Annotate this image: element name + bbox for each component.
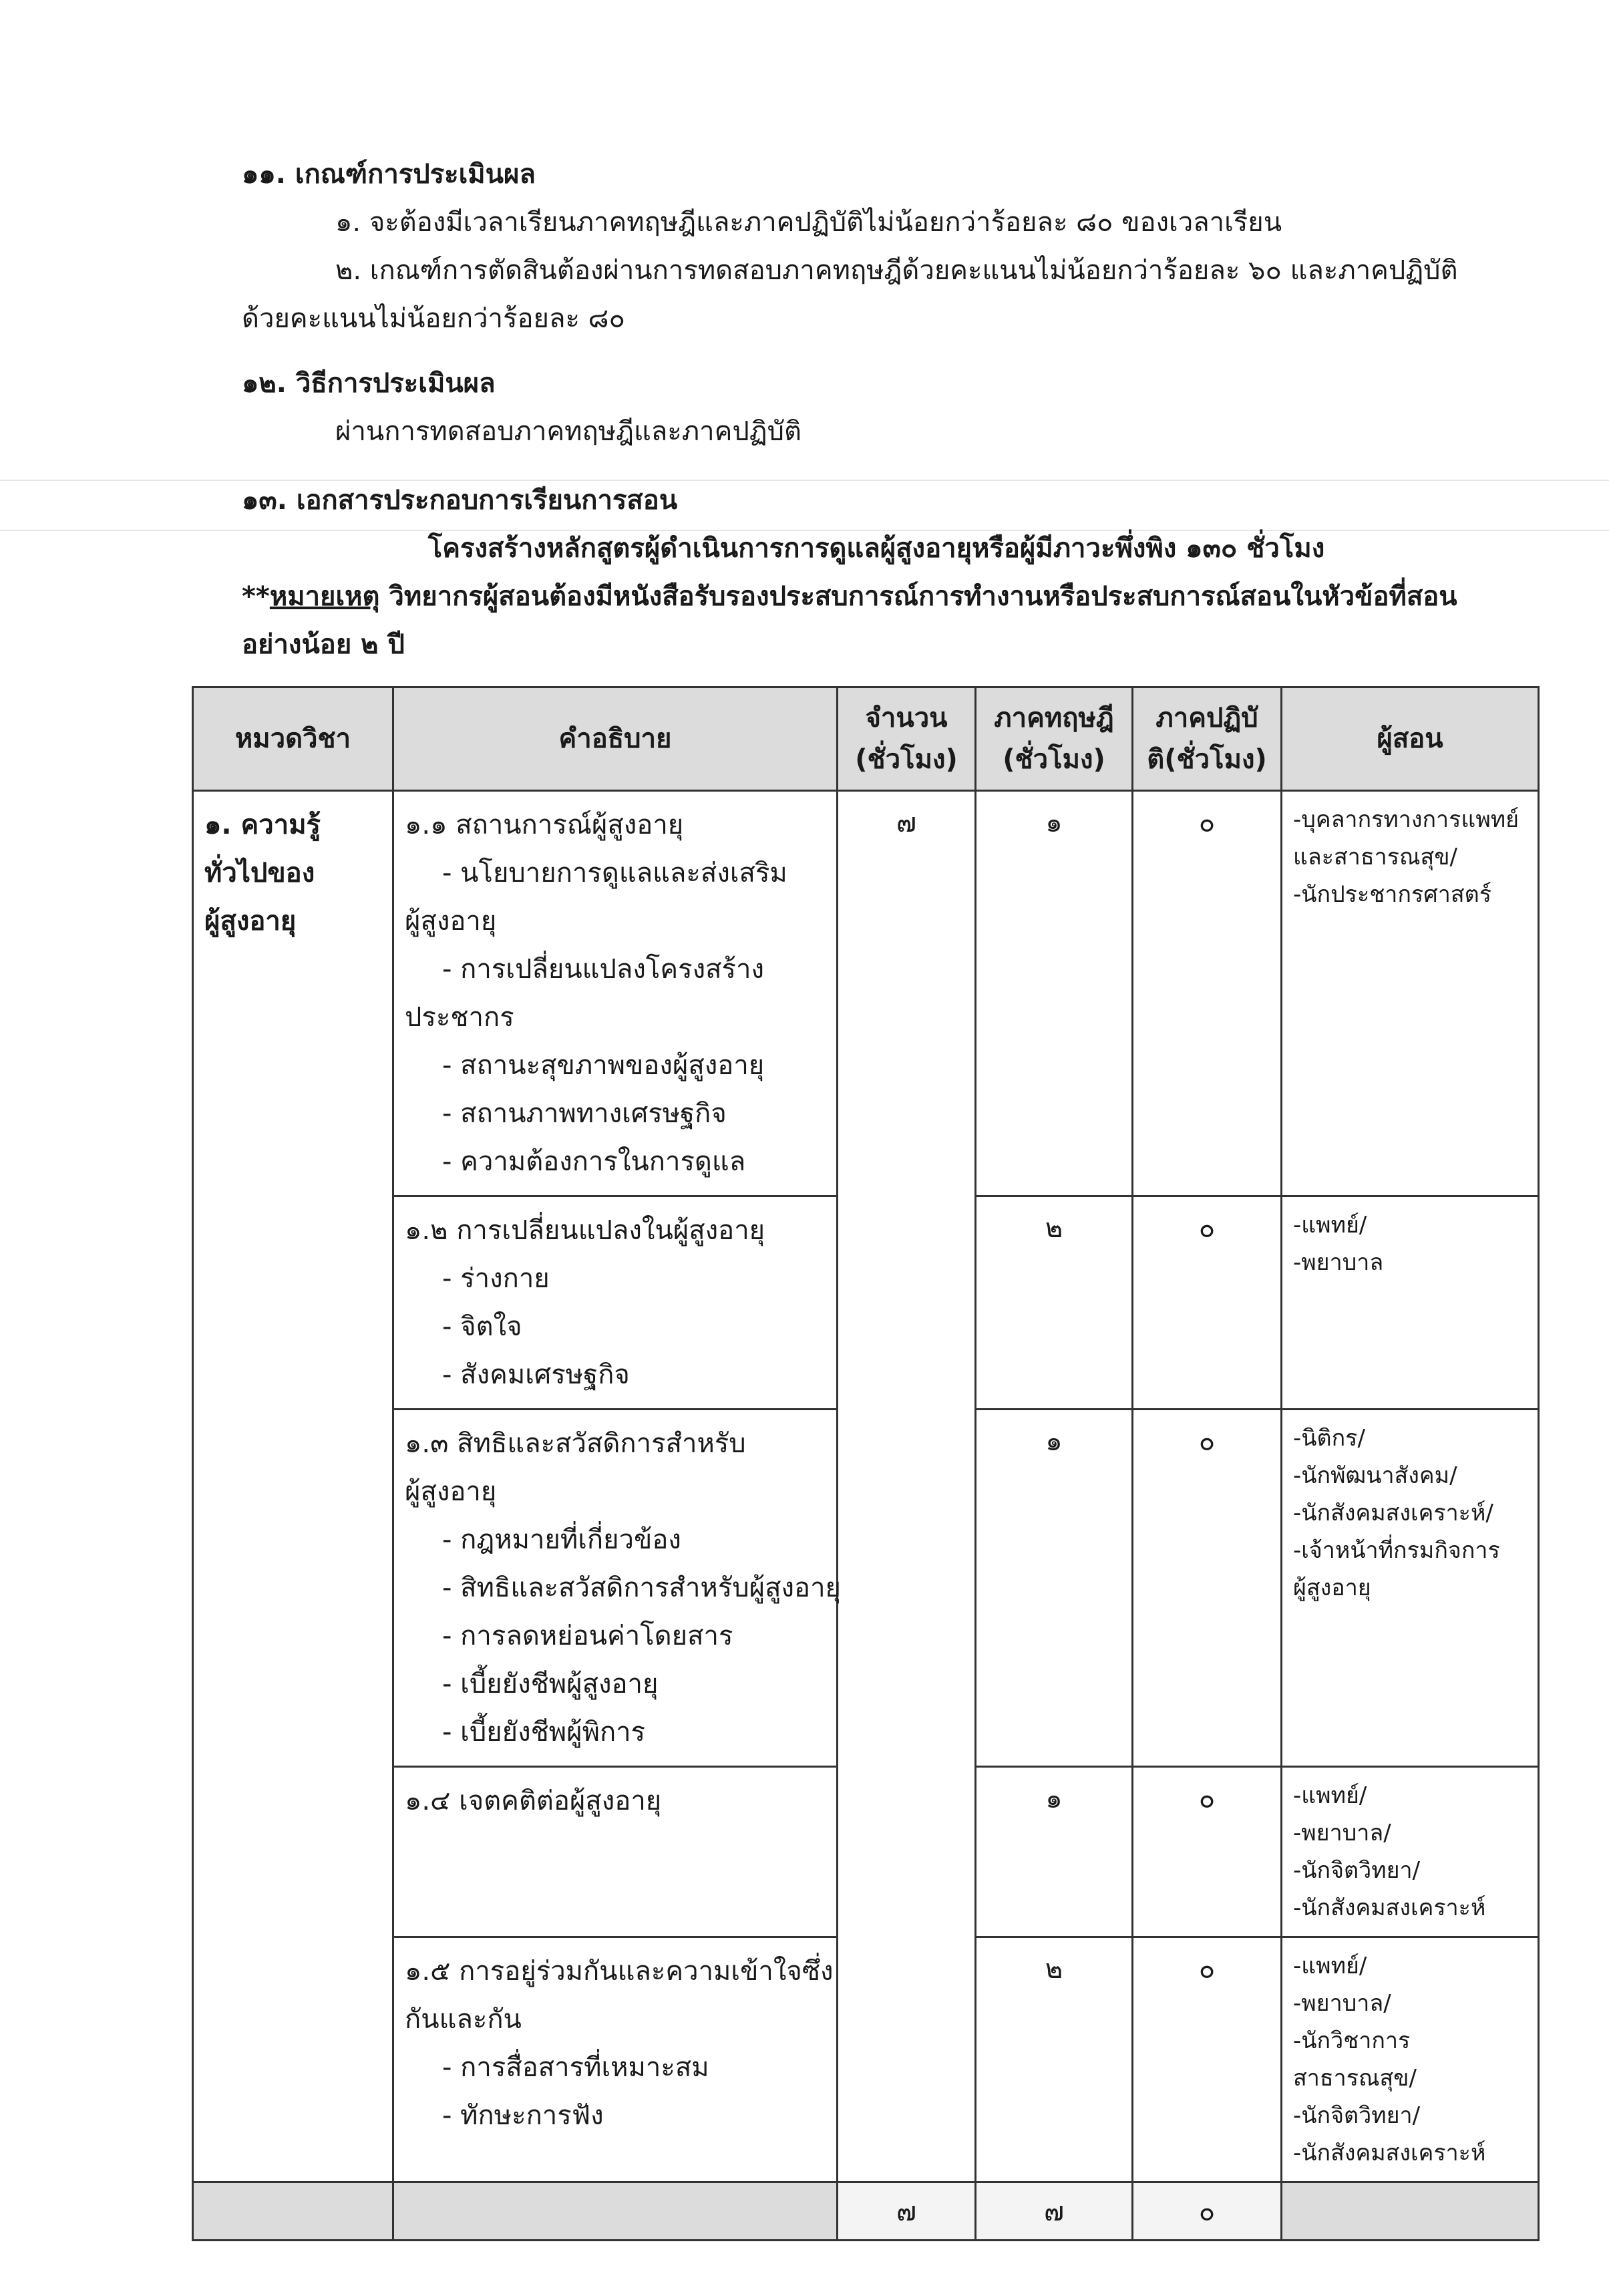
- practice-cell: ๐: [1133, 1937, 1282, 2182]
- description-cell: [393, 1767, 838, 1937]
- practice-cell: ๐: [1133, 791, 1282, 1196]
- description-line: - เบี้ยยังชีพผู้พิการ: [442, 1717, 646, 1748]
- note-text-continued: อย่างน้อย ๒ ปี: [242, 629, 405, 660]
- note-text: วิทยากรผู้สอนต้องมีหนังสือรับรองประสบการณ์การทำงานหรือประสบการณ์สอนในหัวข้อที่สอน: [379, 581, 1457, 612]
- description-line: ผู้สูงอายุ: [405, 1476, 497, 1507]
- hours-cell: ๗: [838, 791, 976, 2182]
- section-11: [242, 150, 1511, 343]
- description-line: กันและกัน: [405, 2004, 522, 2035]
- total-hours: ๗: [838, 2182, 976, 2241]
- description-line: - การสื่อสารที่เหมาะสม: [442, 2052, 709, 2083]
- total-empty-cell: [393, 2182, 838, 2241]
- teacher-line: -เจ้าหน้าที่กรมกิจการ: [1293, 1537, 1500, 1564]
- description-line: - การลดหย่อนค่าโดยสาร: [442, 1621, 733, 1651]
- header-hours: จำนวน (ชั่วโมง): [838, 687, 976, 791]
- teacher-line: -นิติกร/: [1293, 1425, 1365, 1452]
- theory-cell: ๑: [976, 1410, 1133, 1767]
- section-12: [242, 359, 1511, 456]
- theory-cell: ๑: [976, 1767, 1133, 1937]
- teacher-cell: [1282, 1196, 1539, 1410]
- description-line: ๑.๔ เจตคติต่อผู้สูงอายุ: [405, 1786, 662, 1816]
- total-row: [193, 2182, 1539, 2241]
- header-practice: ภาคปฏิบั ติ(ชั่วโมง): [1133, 687, 1282, 791]
- description-line: - ความต้องการในการดูแล: [442, 1146, 746, 1177]
- teacher-line: -นักสังคมสงเคราะห์: [1293, 2140, 1486, 2166]
- description-line: ๑.๒ การเปลี่ยนแปลงในผู้สูงอายุ: [405, 1215, 765, 1246]
- description-cell: [393, 1196, 838, 1410]
- theory-cell: ๑: [976, 791, 1133, 1196]
- description-line: - จิตใจ: [442, 1311, 522, 1342]
- teacher-line: -นักสังคมสงเคราะห์/: [1293, 1500, 1493, 1526]
- description-line: - การเปลี่ยนแปลงโครงสร้าง: [442, 954, 765, 985]
- teacher-line: -พยาบาล/: [1293, 1990, 1391, 2017]
- note-prefix: **: [242, 581, 270, 612]
- teacher-cell: [1282, 1937, 1539, 2182]
- table-row: [193, 791, 1539, 1196]
- description-line: - สถานภาพทางเศรษฐกิจ: [442, 1098, 727, 1129]
- description-line: ๑.๓ สิทธิและสวัสดิการสำหรับ: [405, 1428, 746, 1459]
- description-cell: [393, 791, 838, 1196]
- description-line: - สังคมเศรษฐกิจ: [442, 1359, 630, 1390]
- teacher-line: -นักประชากรศาสตร์: [1293, 881, 1491, 908]
- teacher-line: -นักพัฒนาสังคม/: [1293, 1462, 1457, 1489]
- note: [242, 572, 1511, 621]
- teacher-line: -นักจิตวิทยา/: [1293, 1857, 1421, 1884]
- total-theory: ๗: [976, 2182, 1133, 2241]
- section-12-title: ๑๒. วิธีการประเมินผล: [242, 368, 496, 399]
- teacher-line: -นักวิชาการสาธารณสุข/: [1293, 2027, 1417, 2092]
- header-theory: ภาคทฤษฎี (ชั่วโมง): [976, 687, 1133, 791]
- criteria-item-1: ๑. จะต้องมีเวลาเรียนภาคทฤษฎีและภาคปฏิบัติไม่น้อยกว่าร้อยละ ๘๐ ของเวลาเรียน: [335, 207, 1282, 238]
- teacher-cell: [1282, 791, 1539, 1196]
- teacher-line: -นักจิตวิทยา/: [1293, 2102, 1421, 2129]
- category-cell: ๑. ความรู้ ทั่วไปของ ผู้สูงอายุ: [193, 791, 393, 2182]
- teacher-line: -บุคลากรทางการแพทย์: [1293, 806, 1519, 833]
- section-13: [242, 476, 1511, 669]
- description-line: - สิทธิและสวัสดิการสำหรับผู้สูงอายุ: [442, 1573, 841, 1603]
- evaluation-method: ผ่านการทดสอบภาคทฤษฎีและภาคปฏิบัติ: [335, 416, 801, 447]
- description-line: - ร่างกาย: [442, 1263, 550, 1294]
- teacher-cell: [1282, 1410, 1539, 1767]
- header-description: คำอธิบาย: [393, 687, 838, 791]
- teacher-line: -แพทย์/: [1293, 1782, 1367, 1809]
- description-cell: [393, 1937, 838, 2182]
- curriculum-title: โครงสร้างหลักสูตรผู้ดำเนินการการดูแลผู้สูงอายุหรือผู้มีภาวะพึ่งพิง ๑๓๐ ชั่วโมง: [427, 533, 1325, 564]
- description-line: ประชากร: [405, 1002, 514, 1033]
- teacher-line: -พยาบาล/: [1293, 1820, 1391, 1846]
- description-line: - ทักษะการฟัง: [442, 2100, 604, 2131]
- practice-cell: ๐: [1133, 1767, 1282, 1937]
- practice-cell: ๐: [1133, 1196, 1282, 1410]
- curriculum-table: [192, 686, 1540, 2241]
- description-line: ๑.๑ สถานการณ์ผู้สูงอายุ: [405, 810, 684, 840]
- practice-cell: ๐: [1133, 1410, 1282, 1767]
- header-teacher: ผู้สอน: [1282, 687, 1539, 791]
- section-11-title: ๑๑. เกณฑ์การประเมินผล: [242, 159, 536, 190]
- theory-cell: ๒: [976, 1196, 1133, 1410]
- theory-cell: ๒: [976, 1937, 1133, 2182]
- teacher-line: -แพทย์/: [1293, 1953, 1367, 1979]
- description-line: - กฎหมายที่เกี่ยวข้อง: [442, 1524, 681, 1555]
- teacher-line: -พยาบาล: [1293, 1249, 1384, 1276]
- section-13-title: ๑๓. เอกสารประกอบการเรียนการสอน: [242, 485, 678, 516]
- description-cell: [393, 1410, 841, 1767]
- description-line: - สถานะสุขภาพของผู้สูงอายุ: [442, 1050, 765, 1081]
- note-label: หมายเหตุ: [269, 581, 380, 612]
- table-header-row: [193, 687, 1539, 791]
- teacher-cell: [1282, 1767, 1539, 1937]
- teacher-line: ผู้สูงอายุ: [1293, 1575, 1371, 1601]
- teacher-line: และสาธารณสุข/: [1293, 844, 1457, 870]
- criteria-item-2-continued: ด้วยคะแนนไม่น้อยกว่าร้อยละ ๘๐: [242, 303, 625, 334]
- total-empty-cell: [193, 2182, 393, 2241]
- header-category: หมวดวิชา: [193, 687, 393, 791]
- total-empty-cell: [1282, 2182, 1539, 2241]
- description-line: - นโยบายการดูแลและส่งเสริม: [442, 858, 787, 888]
- teacher-line: -แพทย์/: [1293, 1212, 1367, 1239]
- criteria-item-2: ๒. เกณฑ์การตัดสินต้องผ่านการทดสอบภาคทฤษฎีด้วยคะแนนไม่น้อยกว่าร้อยละ ๖๐ และภาคปฏิบัติ: [335, 255, 1458, 286]
- description-line: ผู้สูงอายุ: [405, 906, 497, 937]
- teacher-line: -นักสังคมสงเคราะห์: [1293, 1895, 1486, 1921]
- description-line: ๑.๕ การอยู่ร่วมกันและความเข้าใจซึ่ง: [405, 1956, 834, 1987]
- total-practice: ๐: [1133, 2182, 1282, 2241]
- description-line: - เบี้ยยังชีพผู้สูงอายุ: [442, 1669, 659, 1699]
